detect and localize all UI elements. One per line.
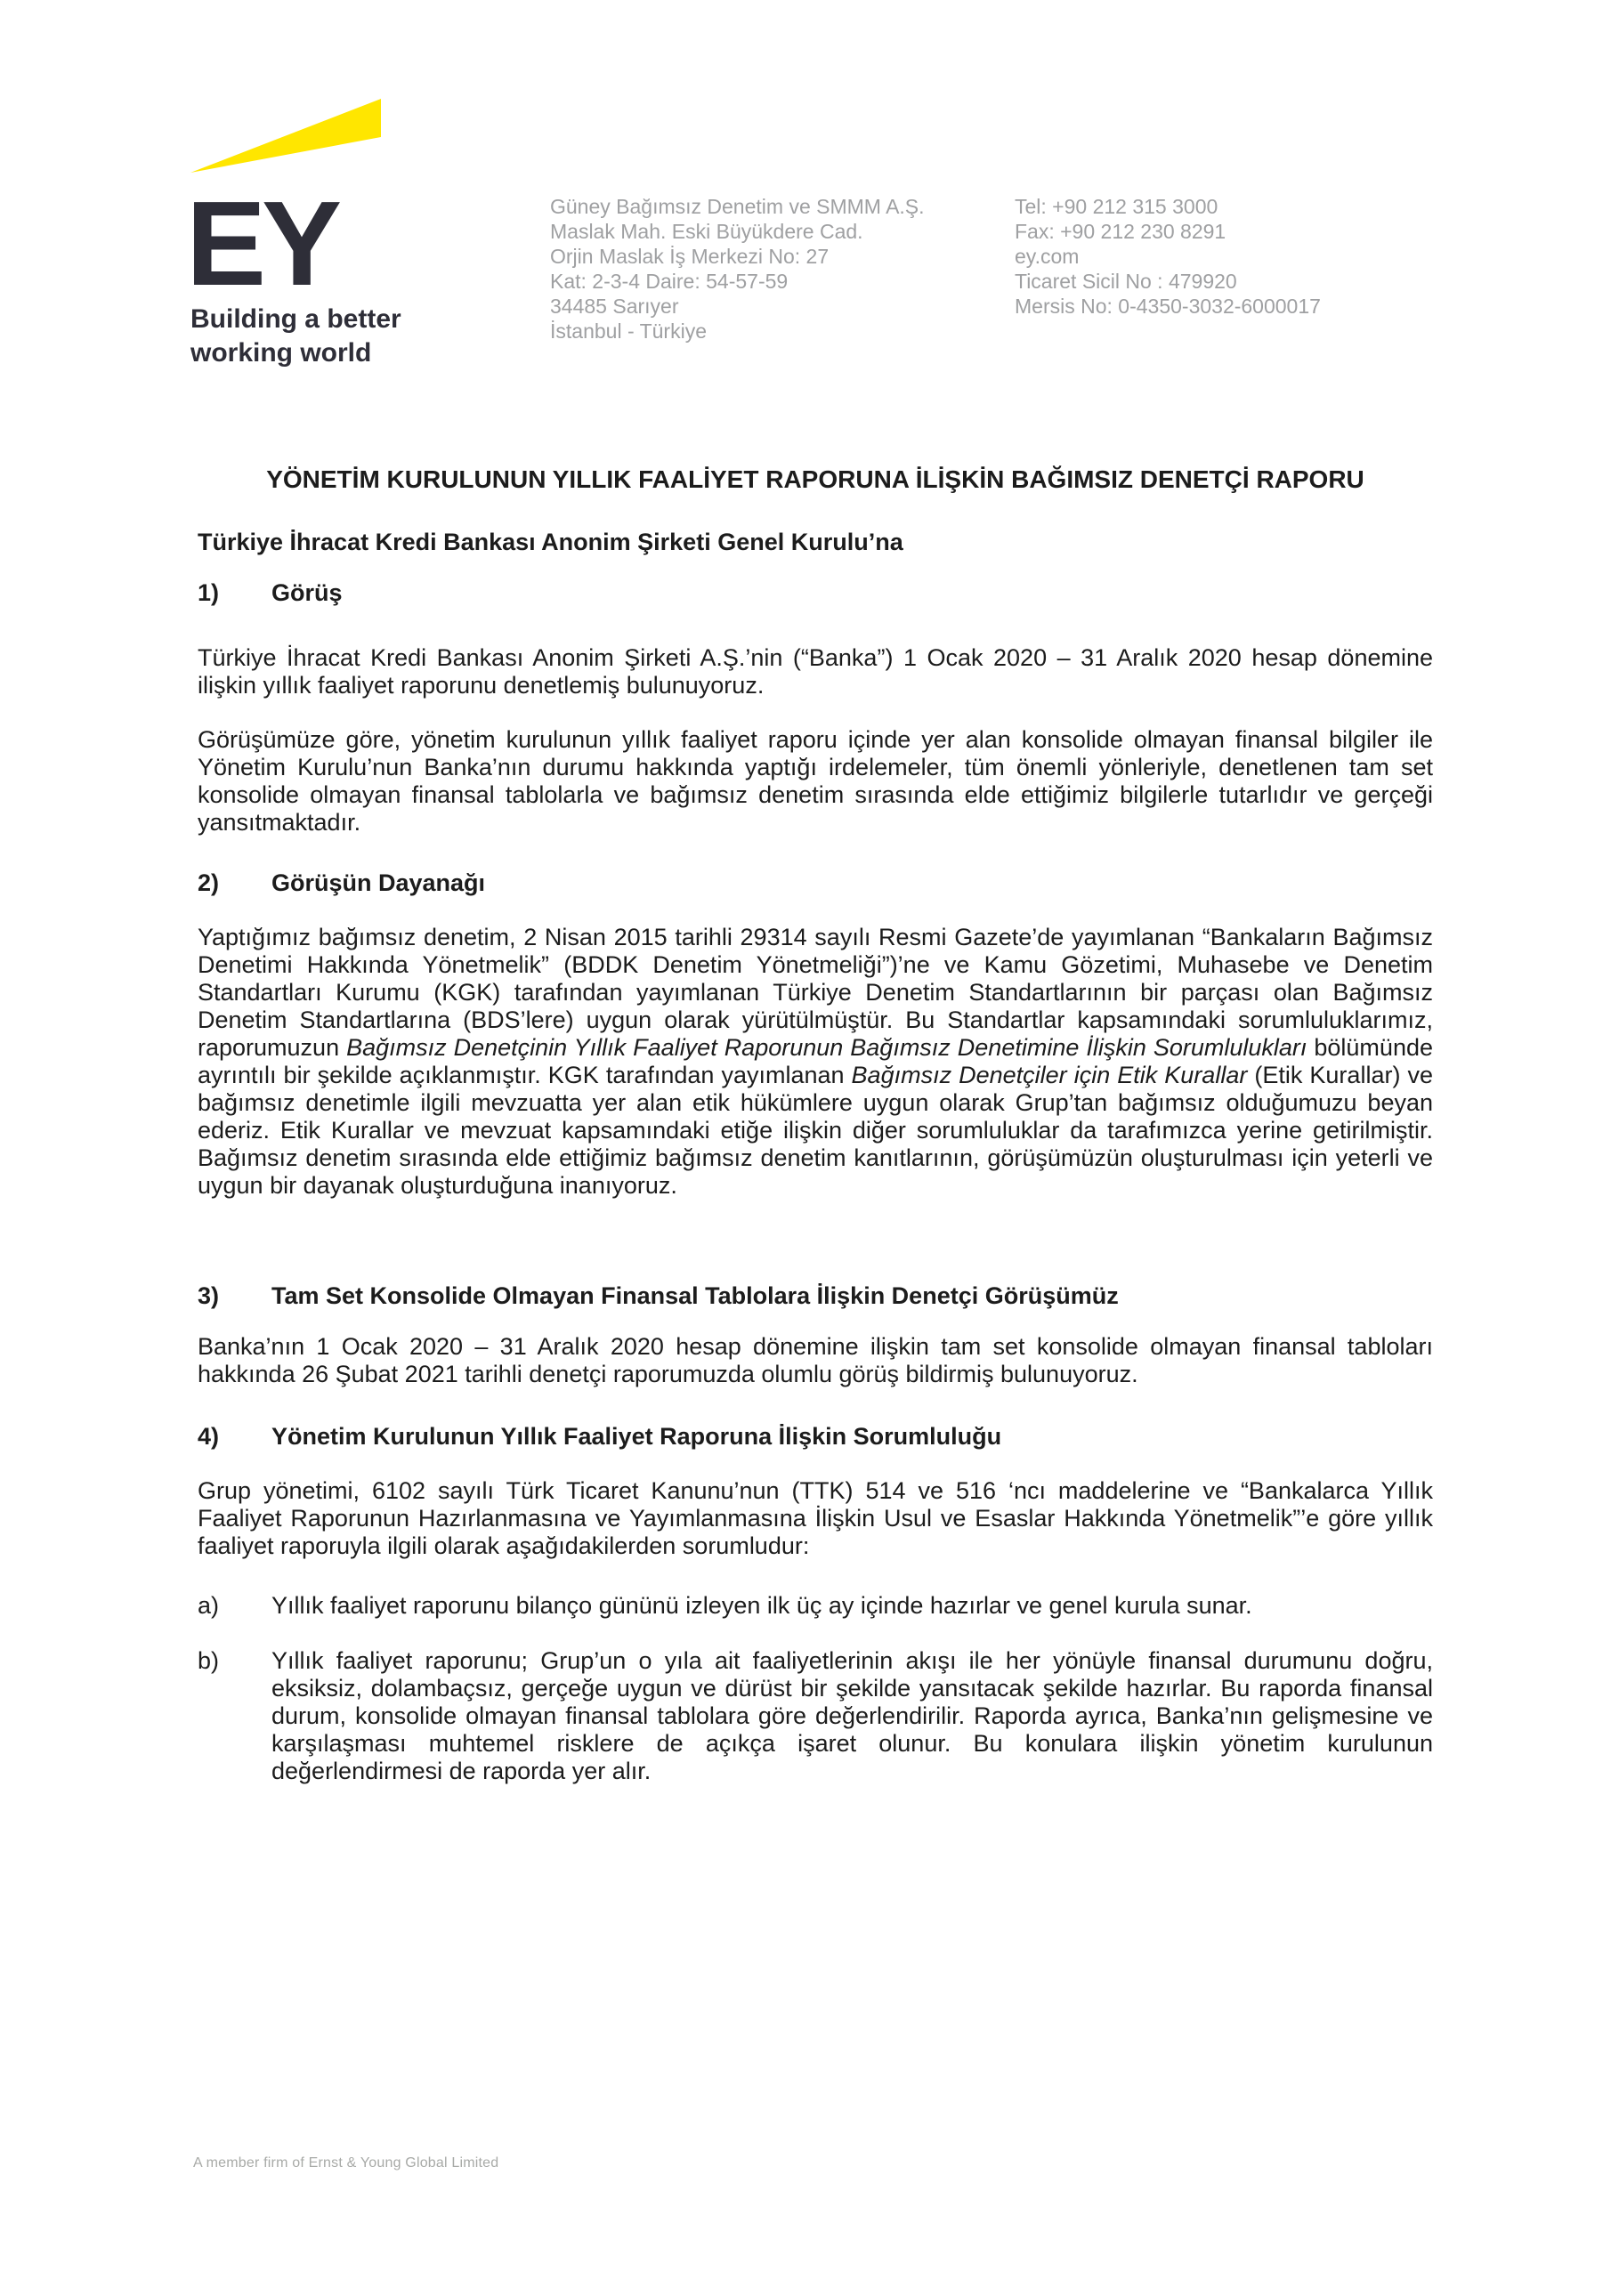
list-item-b-label: b): [198, 1647, 220, 1674]
ey-tagline: [190, 303, 401, 370]
list-item-b-text: Yıllık faaliyet raporunu; Grup’un o yıla ait faaliyetlerinin akışı ile her yönüyle finansal durumunu doğru, eksiksiz, dolambaçsız, gerçeğe uygun ve dürüst bir şekilde yansıtacak şekilde hazırlar. Bu raporda finansal durum, konsolide olmayan finansal tablolara göre değerlendirilir. Raporda ayrıca, Banka’nın gelişmesine ve karşılaşması muhtemel risklere de açıkça işaret olunur. Bu konulara ilişkin yönetim kurulunun değerlendirmesi de raporda yer alır.: [271, 1647, 1433, 1784]
section-3-heading: [198, 1281, 1433, 1310]
paragraph-run-italic: Bağımsız Denetçiler için Etik Kurallar: [851, 1062, 1248, 1088]
paragraph-run: (Etik Kurallar) ve bağımsız denetimle ilgili mevzuatta yer alan etik hükümlere uygun olarak Grup’tan bağımsız olduğumuzu beyan ederiz. Etik Kurallar ve mevzuat kapsamındaki etiğe ilişkin diğer sorumluluklar da tarafımızca yerine getirilmiştir. Bağımsız denetim sırasında elde ettiğimiz bağımsız denetim kanıtlarının, görüşümüzün oluşturulması için yeterli ve uygun bir dayanak oluşturduğuna inanıyoruz.: [198, 1062, 1433, 1199]
paragraph-run: Yaptığımız bağımsız denetim, 2 Nisan 2015 tarihli 29314 sayılı Resmi Gazete’de yayımlanan “Bankaların Bağımsız Denetimi Hakkında Yönetmelik” (BDDK Denetim Yönetmeliği”)’ne ve Kamu Gözetimi, Muhasebe ve Denetim Standartları Kurumu (KGK) tarafından yayımlanan Türkiye Denetim Standartlarının bir parçası olan Bağımsız Denetim Standartlarına (BDS’lere) uygun olarak yürütülmüştür. Bu Standartlar kapsamındaki sorumluluklarımız, raporumuzun: [198, 924, 1433, 1061]
ey-tagline-line-1: Building a better: [190, 304, 401, 334]
address-line: 34485 Sarıyer: [550, 295, 679, 318]
paragraph-run: bölümünde ayrıntılı bir şekilde açıklanmıştır. KGK tarafından yayımlanan: [198, 1034, 1433, 1088]
section-1-number: 1): [198, 579, 220, 606]
section-4-heading-text: Yönetim Kurulunun Yıllık Faaliyet Raporuna İlişkin Sorumluluğu: [271, 1423, 1002, 1450]
address-line: İstanbul - Türkiye: [550, 319, 707, 343]
section-3-number: 3): [198, 1282, 220, 1309]
section-3-heading-text: Tam Set Konsolide Olmayan Finansal Tablolara İlişkin Denetçi Görüşümüz: [271, 1282, 1119, 1309]
address-line: Maslak Mah. Eski Büyükdere Cad.: [550, 220, 863, 243]
paragraph-run-italic: Bağımsız Denetçinin Yıllık Faaliyet Raporunun Bağımsız Denetimine İlişkin Sorumlulukları: [346, 1034, 1307, 1061]
section-4-paragraph: Grup yönetimi, 6102 sayılı Türk Ticaret Kanunu’nun (TTK) 514 ve 516 ‘ncı maddelerine ve “Bankalarca Yıllık Faaliyet Raporunun Hazırlanmasına ve Yayımlanmasına İlişkin Usul ve Esaslar Hakkında Yönetmelik”’e göre yıllık faaliyet raporuyla ilgili olarak aşağıdakilerden sorumludur:: [198, 1477, 1433, 1559]
firm-contact-block: [1015, 194, 1321, 319]
section-2-number: 2): [198, 869, 220, 896]
firm-name: Güney Bağımsız Denetim ve SMMM A.Ş.: [550, 195, 925, 218]
trade-registry-line: Ticaret Sicil No : 479920: [1015, 270, 1237, 293]
list-item-a-text: Yıllık faaliyet raporunu bilanço gününü izleyen ilk üç ay içinde hazırlar ve genel kurula sunar.: [271, 1592, 1252, 1619]
section-2-paragraph: [198, 924, 1433, 1200]
report-addressee: Türkiye İhracat Kredi Bankası Anonim Şirketi Genel Kurulu’na: [198, 529, 903, 555]
phone-line: Tel: +90 212 315 3000: [1015, 195, 1218, 218]
section-1-paragraph-2: Görüşümüze göre, yönetim kurulunun yıllık faaliyet raporu içinde yer alan konsolide olmayan finansal bilgiler ile Yönetim Kurulu’nun Banka’nın durumu hakkında yaptığı irdelemeler, tüm önemli yönleriyle, denetlenen tam set konsolide olmayan finansal tablolarla ve bağımsız denetim sırasında elde ettiğimiz bilgilerle tutarlıdır ve gerçeği yansıtmaktadır.: [198, 726, 1433, 836]
ey-beam-icon: [190, 98, 381, 176]
section-4-heading: [198, 1422, 1433, 1451]
report-title: YÖNETİM KURULUNUN YILLIK FAALİYET RAPORUNA İLİŞKİN BAĞIMSIZ DENETÇİ RAPORU: [266, 465, 1364, 493]
ey-beam-shape: [190, 99, 381, 173]
list-item-a-label: a): [198, 1592, 220, 1619]
section-1-heading-text: Görüş: [271, 579, 343, 606]
section-1-heading: [198, 578, 1433, 607]
ey-tagline-line-2: working world: [190, 338, 372, 368]
section-1-paragraph-1: Türkiye İhracat Kredi Bankası Anonim Şirketi A.Ş.’nin (“Banka”) 1 Ocak 2020 – 31 Aralık 2020 hesap dönemine ilişkin yıllık faaliyet raporunu denetlemiş bulunuyoruz.: [198, 644, 1433, 699]
section-4-number: 4): [198, 1423, 220, 1450]
section-2-heading: [198, 869, 1433, 897]
fax-line: Fax: +90 212 230 8291: [1015, 220, 1226, 243]
list-item-a: [198, 1592, 1433, 1620]
section-3-paragraph: Banka’nın 1 Ocak 2020 – 31 Aralık 2020 hesap dönemine ilişkin tam set konsolide olmayan finansal tabloları hakkında 26 Şubat 2021 tarihli denetçi raporumuzda olumlu görüş bildirmiş bulunuyoruz.: [198, 1333, 1433, 1387]
address-line: Orjin Maslak İş Merkezi No: 27: [550, 245, 830, 268]
section-2-heading-text: Görüşün Dayanağı: [271, 869, 486, 896]
member-firm-note: A member firm of Ernst & Young Global Limited: [193, 2155, 499, 2171]
ey-logo-letters: EY: [186, 176, 338, 311]
firm-address-block: [550, 194, 925, 344]
mersis-line: Mersis No: 0-4350-3032-6000017: [1015, 295, 1321, 318]
list-item-b: [198, 1647, 1433, 1785]
website-line: ey.com: [1015, 245, 1080, 268]
address-line: Kat: 2-3-4 Daire: 54-57-59: [550, 270, 789, 293]
